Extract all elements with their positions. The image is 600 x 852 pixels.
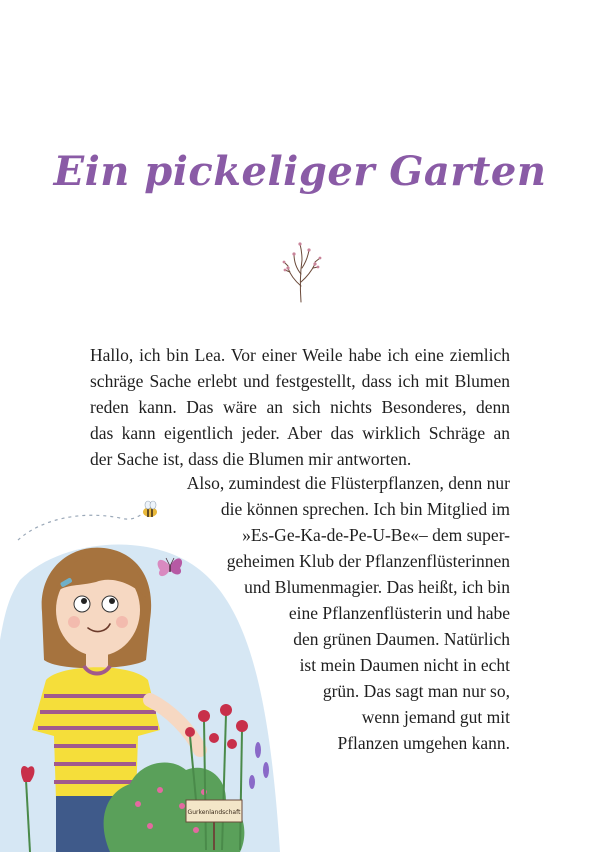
flight-path xyxy=(18,512,146,540)
text-line: der Sache ist, dass die Blumen mir antworten. xyxy=(90,449,412,469)
chapter-title: Ein pickeliger Garten xyxy=(53,148,547,195)
garden-sign-label: Gurkenlandschaft xyxy=(187,809,241,816)
text-line: eine Pflanzenflüsterin und habe xyxy=(288,603,510,623)
text-line: Pflanzen umgehen kann. xyxy=(337,733,510,753)
bee-icon xyxy=(143,501,157,517)
text-line: geheimen Klub der Pflanzenflüsterinnen xyxy=(226,551,510,571)
text-line: »Es-Ge-Ka-de-Pe-U-Be«– dem super- xyxy=(242,525,510,545)
text-line: Hallo, ich bin Lea. Vor einer Weile habe ich eine ziemlich xyxy=(90,345,510,365)
text-line: wenn jemand gut mit xyxy=(361,707,510,727)
text-line: und Blumenmagier. Das heißt, ich bin xyxy=(244,577,510,597)
text-line: das kann eigentlich jeder. Aber das wirklich Schräge an xyxy=(90,423,510,443)
text-line: schräge Sache erlebt und festgestellt, dass ich mit Blumen xyxy=(90,371,510,391)
text-line: Also, zumindest die Flüsterpflanzen, denn nur xyxy=(186,473,510,493)
text-line: grün. Das sagt man nur so, xyxy=(322,681,510,701)
text-line: die können sprechen. Ich bin Mitglied im xyxy=(220,499,510,519)
text-line: reden kann. Das wäre an sich nichts Besonderes, denn xyxy=(90,397,510,417)
text-line: den grünen Daumen. Natürlich xyxy=(293,629,510,649)
sprig-ornament xyxy=(276,240,326,304)
text-line: ist mein Daumen nicht in echt xyxy=(299,655,510,675)
